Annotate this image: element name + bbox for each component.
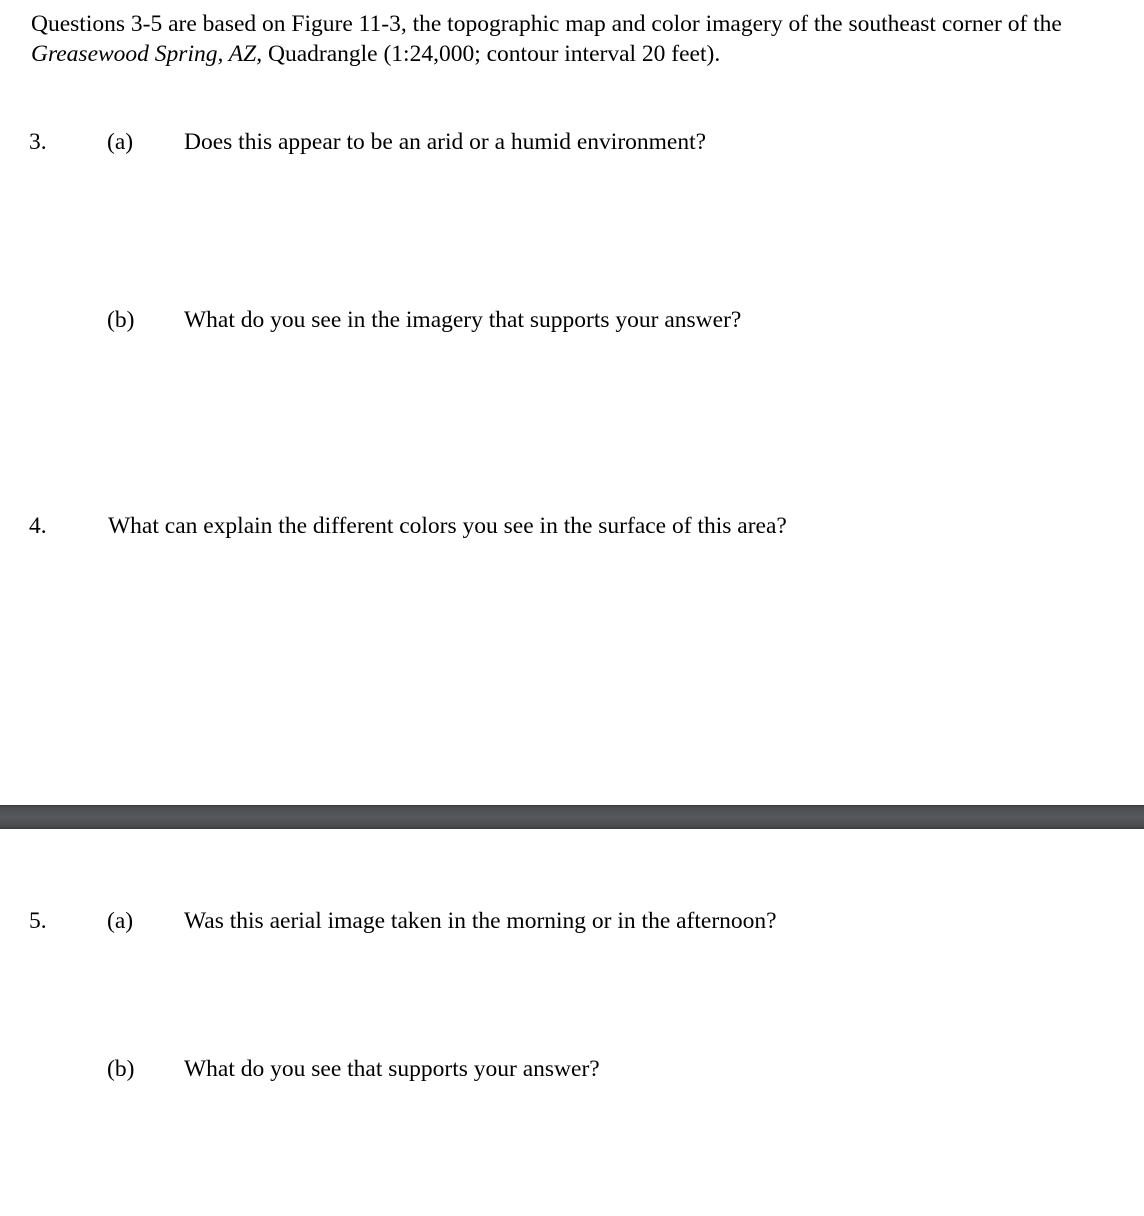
question-3a-label: (a) [107,129,134,155]
question-4-text: What can explain the different colors you see in the surface of this area? [108,513,787,539]
question-3b-label: (b) [107,307,135,333]
question-5a-label: (a) [107,908,134,934]
intro-text-part2: Quadrangle (1:24,000; contour interval 20 feet). [262,41,721,67]
page-divider [0,805,1144,829]
question-5a-text: Was this aerial image taken in the morning or in the afternoon? [184,908,777,934]
intro-place-name: Greasewood Spring, AZ, [31,41,263,67]
question-5-number: 5. [29,908,47,934]
question-4-number: 4. [29,513,47,539]
question-3b-text: What do you see in the imagery that supports your answer? [184,307,742,333]
intro-text-part1: Questions 3-5 are based on Figure 11-3, the topographic map and color imagery of the southeast corner of the [31,11,1062,37]
question-3-number: 3. [29,129,47,155]
intro-paragraph [31,9,1136,69]
question-3a-text: Does this appear to be an arid or a humid environment? [184,129,707,155]
question-5b-text: What do you see that supports your answer? [184,1056,600,1082]
question-5b-label: (b) [107,1056,135,1082]
